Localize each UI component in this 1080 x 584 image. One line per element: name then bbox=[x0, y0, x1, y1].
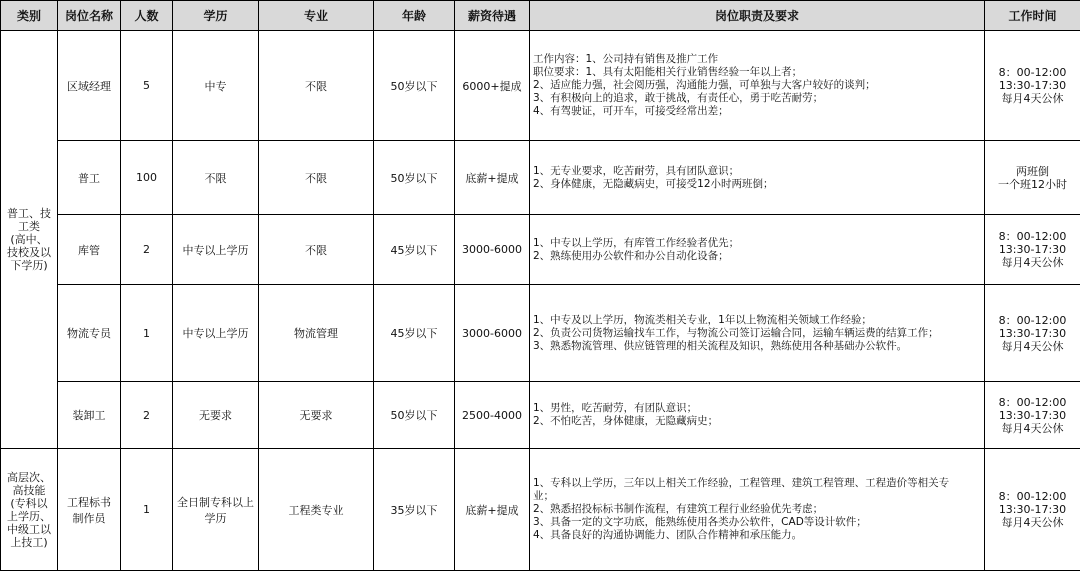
table-row bbox=[1, 141, 1080, 215]
position-title: 工程标书 制作员 bbox=[58, 449, 121, 571]
major: 无要求 bbox=[259, 382, 374, 449]
work-time: 8：00-12:00 13:30-17:30 每月4天公休 bbox=[985, 215, 1080, 285]
duties: 1、无专业要求，吃苦耐劳，具有团队意识； 2、身体健康，无隐藏病史，可接受12小时两班倒； bbox=[530, 141, 985, 215]
header-category: 类别 bbox=[1, 1, 58, 31]
major: 不限 bbox=[259, 141, 374, 215]
education: 中专以上学历 bbox=[173, 285, 259, 382]
education: 全日制专科以上 学历 bbox=[173, 449, 259, 571]
duties: 1、中专以上学历，有库管工作经验者优先； 2、熟练使用办公软件和办公自动化设备； bbox=[530, 215, 985, 285]
salary: 3000-6000 bbox=[455, 285, 530, 382]
salary: 底薪+提成 bbox=[455, 141, 530, 215]
education: 中专 bbox=[173, 31, 259, 141]
position-title: 普工 bbox=[58, 141, 121, 215]
age: 50岁以下 bbox=[374, 382, 455, 449]
position-title: 区域经理 bbox=[58, 31, 121, 141]
age: 35岁以下 bbox=[374, 449, 455, 571]
table-row bbox=[1, 449, 1080, 571]
table-row bbox=[1, 31, 1080, 141]
education: 无要求 bbox=[173, 382, 259, 449]
work-time: 8：00-12:00 13:30-17:30 每月4天公休 bbox=[985, 285, 1080, 382]
salary: 2500-4000 bbox=[455, 382, 530, 449]
duties: 1、专科以上学历，三年以上相关工作经验，工程管理、建筑工程管理、工程造价等相关专 业； 2、熟悉招投标标书制作流程，有建筑工程行业经验优先考虑； 3、具备一定的文字功底，能熟练使用各类办公软件，CAD等设计软件； 4、具备良好的沟通协调能力、团队合作精神和承压能力。 bbox=[530, 449, 985, 571]
age: 50岁以下 bbox=[374, 31, 455, 141]
header-education: 学历 bbox=[173, 1, 259, 31]
category-cell: 高层次、 高技能 (专科以 上学历、 中级工以 上技工) bbox=[1, 449, 58, 571]
duties: 1、男性，吃苦耐劳，有团队意识； 2、不怕吃苦，身体健康，无隐藏病史； bbox=[530, 382, 985, 449]
headcount: 2 bbox=[121, 382, 173, 449]
duties: 工作内容：1、公司持有销售及推广工作 职位要求：1、具有太阳能相关行业销售经验一年以上者； 2、适应能力强，社会阅历强，沟通能力强，可单独与大客户较好的谈判； 3、有积极向上的追求，敢于挑战，有责任心，勇于吃苦耐劳； 4、有驾驶证，可开车，可接受经常出差； bbox=[530, 31, 985, 141]
salary: 底薪+提成 bbox=[455, 449, 530, 571]
category-cell: 普工、技 工类 (高中、 技校及以 下学历) bbox=[1, 31, 58, 449]
duties: 1、中专及以上学历，物流类相关专业，1年以上物流相关领域工作经验； 2、负责公司货物运输找车工作，与物流公司签订运输合同，运输车辆运费的结算工作； 3、熟悉物流管理、供应链管理的相关流程及知识，熟练使用各种基础办公软件。 bbox=[530, 285, 985, 382]
headcount: 2 bbox=[121, 215, 173, 285]
major: 工程类专业 bbox=[259, 449, 374, 571]
education: 不限 bbox=[173, 141, 259, 215]
major: 物流管理 bbox=[259, 285, 374, 382]
header-duties: 岗位职责及要求 bbox=[530, 1, 985, 31]
header-position: 岗位名称 bbox=[58, 1, 121, 31]
table-row bbox=[1, 285, 1080, 382]
table-row bbox=[1, 382, 1080, 449]
education: 中专以上学历 bbox=[173, 215, 259, 285]
header-age: 年龄 bbox=[374, 1, 455, 31]
work-time: 8：00-12:00 13:30-17:30 每月4天公休 bbox=[985, 382, 1080, 449]
position-title: 装卸工 bbox=[58, 382, 121, 449]
age: 45岁以下 bbox=[374, 285, 455, 382]
header-major: 专业 bbox=[259, 1, 374, 31]
work-time: 两班倒 一个班12小时 bbox=[985, 141, 1080, 215]
work-time: 8：00-12:00 13:30-17:30 每月4天公休 bbox=[985, 449, 1080, 571]
headcount: 1 bbox=[121, 449, 173, 571]
table-row bbox=[1, 215, 1080, 285]
salary: 3000-6000 bbox=[455, 215, 530, 285]
header-work-time: 工作时间 bbox=[985, 1, 1080, 31]
age: 45岁以下 bbox=[374, 215, 455, 285]
header-row bbox=[1, 1, 1080, 31]
header-salary: 薪资待遇 bbox=[455, 1, 530, 31]
major: 不限 bbox=[259, 215, 374, 285]
position-title: 物流专员 bbox=[58, 285, 121, 382]
headcount: 1 bbox=[121, 285, 173, 382]
position-title: 库管 bbox=[58, 215, 121, 285]
major: 不限 bbox=[259, 31, 374, 141]
headcount: 100 bbox=[121, 141, 173, 215]
header-count: 人数 bbox=[121, 1, 173, 31]
age: 50岁以下 bbox=[374, 141, 455, 215]
work-time: 8：00-12:00 13:30-17:30 每月4天公休 bbox=[985, 31, 1080, 141]
salary: 6000+提成 bbox=[455, 31, 530, 141]
headcount: 5 bbox=[121, 31, 173, 141]
